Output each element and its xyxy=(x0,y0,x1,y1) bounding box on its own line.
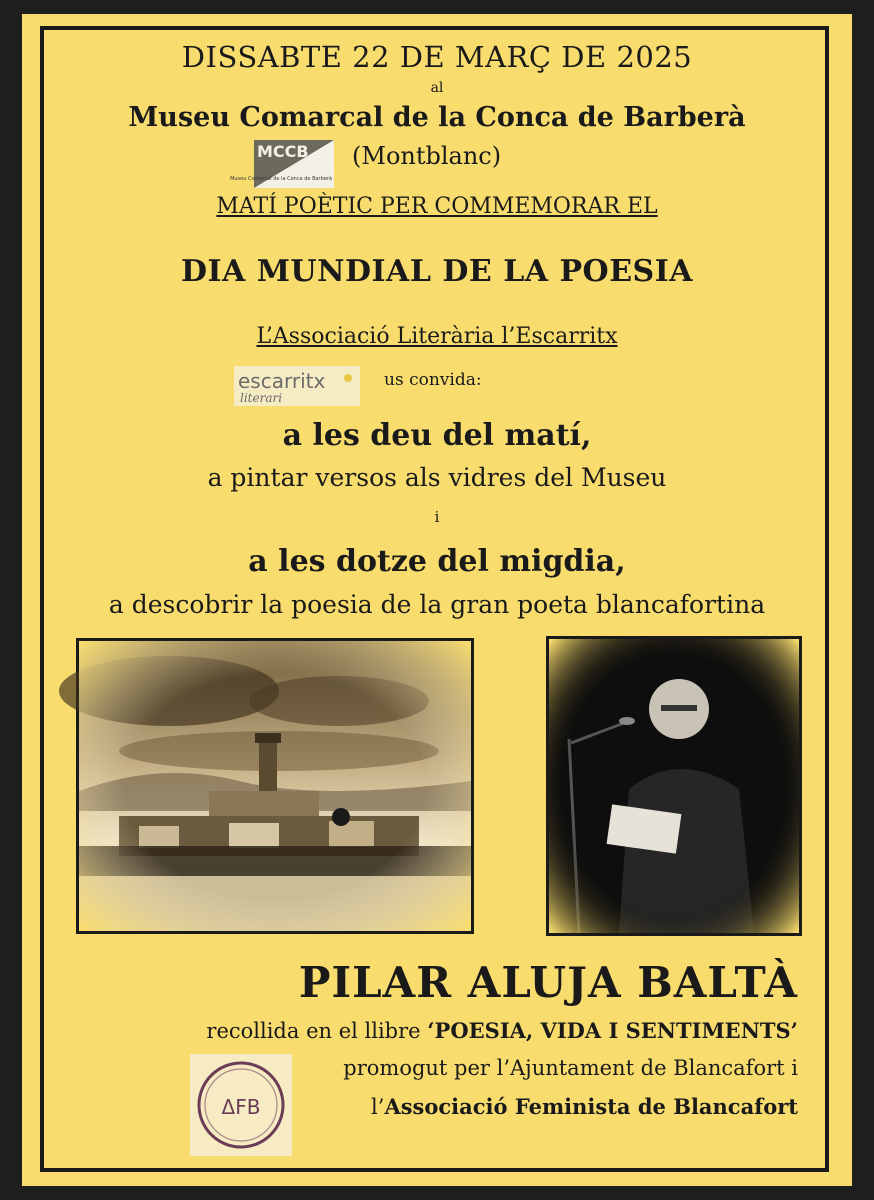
book-line xyxy=(22,1018,798,1043)
mati-poetic: MATÍ POÈTIC PER COMMEMORAR EL xyxy=(216,194,658,219)
us-convida: us convida: xyxy=(384,370,482,390)
al-text: al xyxy=(430,80,444,96)
association-name: L’Associació Literària l’Escarritx xyxy=(256,324,618,349)
first-time: a les deu del matí, xyxy=(282,418,592,453)
town-name: (Montblanc) xyxy=(352,142,502,170)
afb-name: Associació Feminista de Blancafort xyxy=(384,1094,798,1119)
escarritx-logo-subtext: literari xyxy=(240,391,283,405)
mccb-logo-subtext: Museu Comarcal de la Conca de Barberà xyxy=(230,176,332,182)
promoted-by: promogut per l’Ajuntament de Blancafort i xyxy=(343,1056,798,1080)
poet-name: PILAR ALUJA BALTÀ xyxy=(298,958,798,1007)
event-title: DIA MUNDIAL DE LA POESIA xyxy=(180,254,694,289)
mccb-logo-text: MCCB xyxy=(257,142,309,161)
conjunction: i xyxy=(434,508,440,526)
poet-portrait-image xyxy=(546,636,802,936)
museum-name: Museu Comarcal de la Conca de Barberà xyxy=(128,102,746,133)
village-sketch-image xyxy=(76,638,474,934)
afb-logo-text: ΔFB xyxy=(221,1095,261,1119)
poster xyxy=(22,14,852,1186)
event-date: DISSABTE 22 DE MARÇ DE 2025 xyxy=(181,40,693,74)
book-title: ‘POESIA, VIDA I SENTIMENTS’ xyxy=(427,1018,798,1043)
afb-line xyxy=(22,1094,798,1119)
second-activity: a descobrir la poesia de la gran poeta blancafortina xyxy=(108,590,766,619)
mccb-logo xyxy=(230,140,334,188)
first-activity: a pintar versos als vidres del Museu xyxy=(207,463,667,492)
escarritx-logo xyxy=(234,366,360,406)
book-prefix: recollida en el llibre xyxy=(206,1019,428,1043)
escarritx-logo-text: escarritx xyxy=(238,369,326,393)
afb-logo xyxy=(190,1054,292,1156)
afb-prefix: l’ xyxy=(371,1095,385,1119)
second-time: a les dotze del migdia, xyxy=(248,544,626,579)
